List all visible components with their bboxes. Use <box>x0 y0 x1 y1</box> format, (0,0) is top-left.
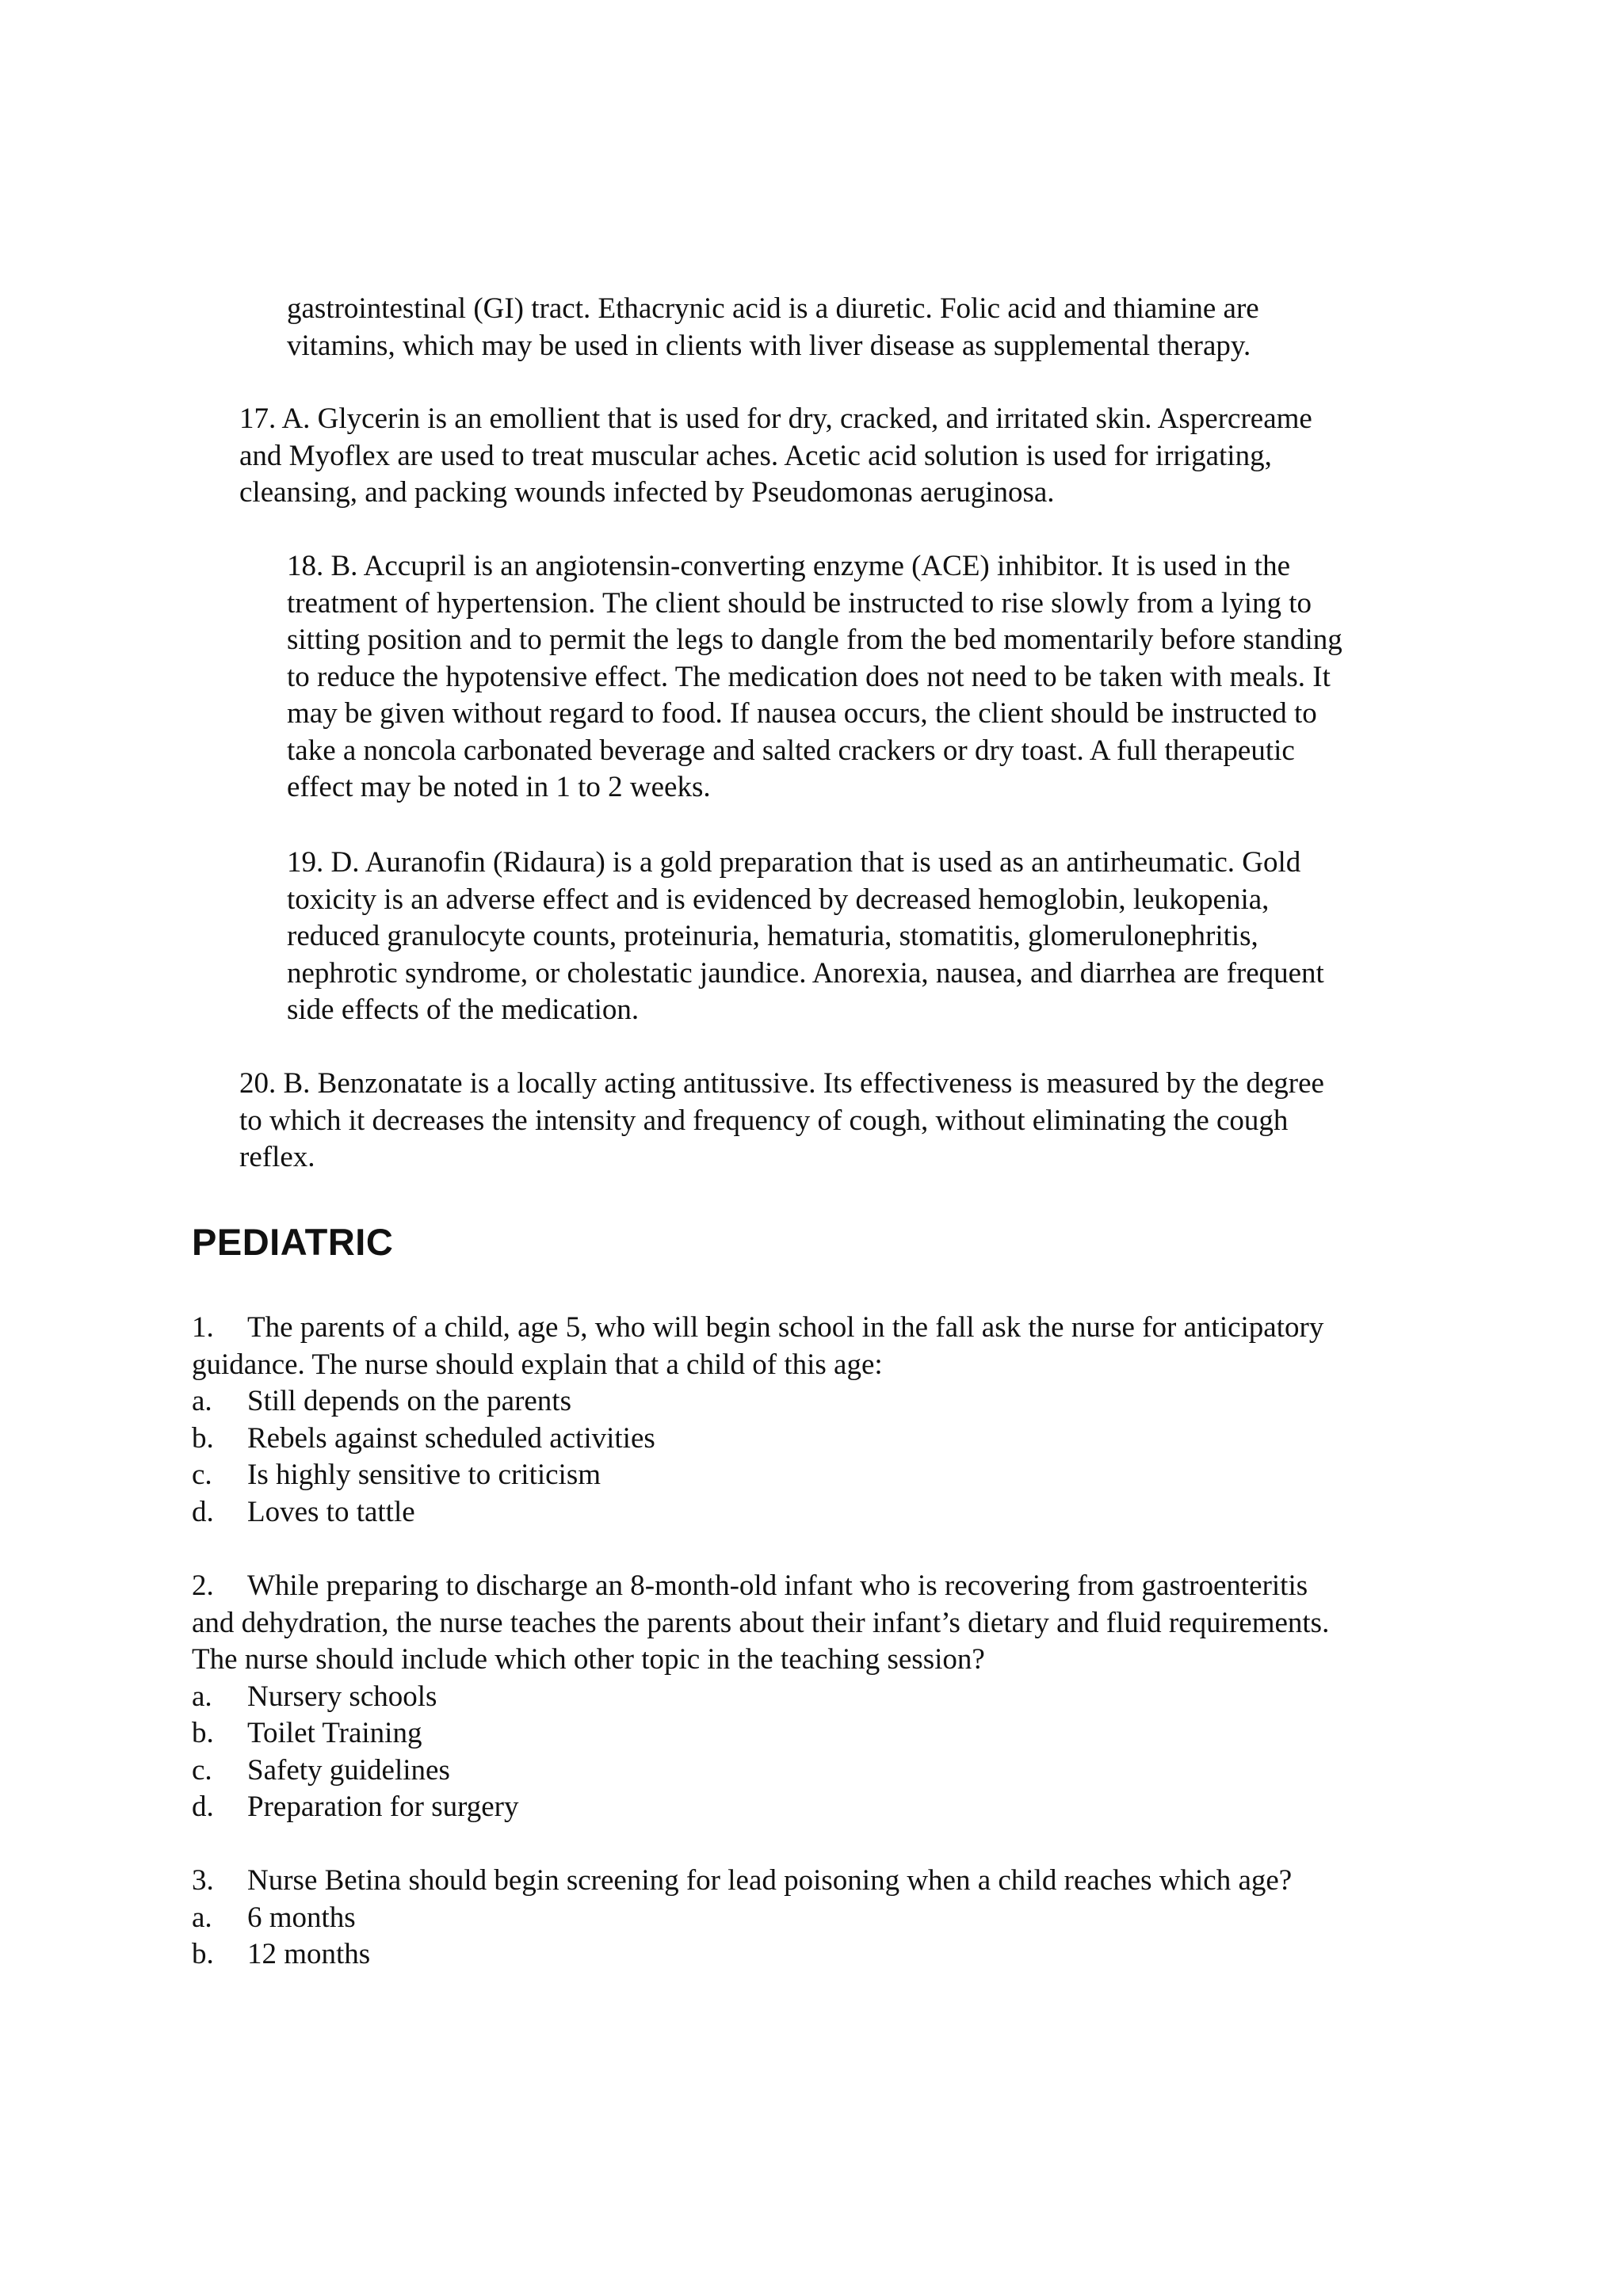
option-text: Safety guidelines <box>247 1753 450 1787</box>
answer-option <box>192 1753 1523 1790</box>
text-line: treatment of hypertension. The client should be instructed to rise slowly from a lying to <box>287 586 1312 620</box>
option-letter: b. <box>192 1717 214 1749</box>
option-text: 12 months <box>247 1938 371 1970</box>
answer-16-continuation <box>287 291 1507 364</box>
question-first-line <box>192 1863 1523 1900</box>
option-text: Nursery schools <box>247 1680 437 1713</box>
question-stem <box>192 1568 1523 1679</box>
text-line: cleansing, and packing wounds infected by Pseudomonas aeruginosa. <box>239 476 1055 509</box>
option-text: Rebels against scheduled activities <box>247 1421 655 1455</box>
question-text-line: The nurse should include which other topic in the teaching session? <box>192 1643 985 1676</box>
option-letter: b. <box>192 1938 214 1970</box>
answer-option <box>192 1679 1523 1716</box>
text-line: to reduce the hypotensive effect. The medication does not need to be taken with meals. It <box>287 660 1331 693</box>
question-text-line: guidance. The nurse should explain that a child of this age: <box>192 1348 883 1381</box>
question-text-line: and dehydration, the nurse teaches the parents about their infant’s dietary and fluid requirements. <box>192 1606 1330 1639</box>
option-letter: c. <box>192 1753 212 1787</box>
text-line: side effects of the medication. <box>287 994 640 1026</box>
text-line: and Myoflex are used to treat muscular aches. Acetic acid solution is used for irrigating, <box>239 439 1272 472</box>
question-first-line <box>192 1568 1523 1605</box>
question-number: 3. <box>192 1864 214 1897</box>
text-line: reduced granulocyte counts, proteinuria, hematuria, stomatitis, glomerulonephritis, <box>287 920 1258 952</box>
text-line: to which it decreases the intensity and frequency of cough, without eliminating the cough <box>239 1104 1289 1137</box>
text-line: nephrotic syndrome, or cholestatic jaundice. Anorexia, nausea, and diarrhea are frequent <box>287 956 1324 990</box>
option-letter: c. <box>192 1459 212 1491</box>
question-first-line <box>192 1310 1523 1347</box>
option-text: Preparation for surgery <box>247 1791 519 1823</box>
text-line: 18. B. Accupril is an angiotensin-converting enzyme (ACE) inhibitor. It is used in the <box>287 550 1290 582</box>
text-line: 19. D. Auranofin (Ridaura) is a gold preparation that is used as an antirheumatic. Gold <box>287 846 1301 879</box>
option-text: Loves to tattle <box>247 1495 415 1528</box>
question-text: The parents of a child, age 5, who will begin school in the fall ask the nurse for anticipatory <box>247 1311 1324 1344</box>
text-line: 17. A. Glycerin is an emollient that is used for dry, cracked, and irritated skin. Aspercreame <box>239 402 1312 435</box>
text-line: effect may be noted in 1 to 2 weeks. <box>287 771 711 803</box>
answer-18 <box>287 548 1507 807</box>
question-stem <box>192 1863 1523 1900</box>
option-text: Toilet Training <box>247 1717 422 1749</box>
question-text: While preparing to discharge an 8-month-old infant who is recovering from gastroenteritis <box>247 1569 1308 1602</box>
option-text: Still depends on the parents <box>247 1385 571 1417</box>
answer-option <box>192 1457 1523 1494</box>
question-1 <box>192 1310 1523 1531</box>
option-letter: a. <box>192 1680 212 1713</box>
question-3 <box>192 1863 1523 1974</box>
answer-17 <box>239 401 1507 512</box>
section-heading: PEDIATRIC <box>192 1221 394 1263</box>
answer-option <box>192 1789 1523 1826</box>
text-line: reflex. <box>239 1141 315 1173</box>
question-number: 2. <box>192 1569 214 1602</box>
question-stem <box>192 1310 1523 1383</box>
answer-option <box>192 1900 1523 1937</box>
option-letter: b. <box>192 1421 214 1455</box>
text-line: gastrointestinal (GI) tract. Ethacrynic acid is a diuretic. Folic acid and thiamine are <box>287 292 1259 325</box>
text-line: may be given without regard to food. If nausea occurs, the client should be instructed to <box>287 697 1317 730</box>
answer-option <box>192 1421 1523 1458</box>
text-line: vitamins, which may be used in clients with liver disease as supplemental therapy. <box>287 329 1251 362</box>
question-2 <box>192 1568 1523 1826</box>
option-letter: d. <box>192 1495 214 1528</box>
answer-option <box>192 1494 1523 1531</box>
text-line: take a noncola carbonated beverage and salted crackers or dry toast. A full therapeutic <box>287 734 1295 767</box>
text-line: sitting position and to permit the legs to dangle from the bed momentarily before standing <box>287 624 1342 656</box>
option-letter: a. <box>192 1385 212 1417</box>
answer-option <box>192 1936 1523 1974</box>
answer-20 <box>239 1066 1507 1177</box>
option-text: Is highly sensitive to criticism <box>247 1459 601 1491</box>
answer-option <box>192 1383 1523 1421</box>
option-text: 6 months <box>247 1901 356 1934</box>
option-letter: d. <box>192 1791 214 1823</box>
question-text: Nurse Betina should begin screening for lead poisoning when a child reaches which age? <box>247 1864 1293 1897</box>
text-line: toxicity is an adverse effect and is evidenced by decreased hemoglobin, leukopenia, <box>287 883 1270 916</box>
text-line: 20. B. Benzonatate is a locally acting antitussive. Its effectiveness is measured by the degree <box>239 1067 1324 1100</box>
option-letter: a. <box>192 1901 212 1934</box>
answer-19 <box>287 845 1507 1029</box>
answer-option <box>192 1715 1523 1753</box>
question-number: 1. <box>192 1311 214 1344</box>
